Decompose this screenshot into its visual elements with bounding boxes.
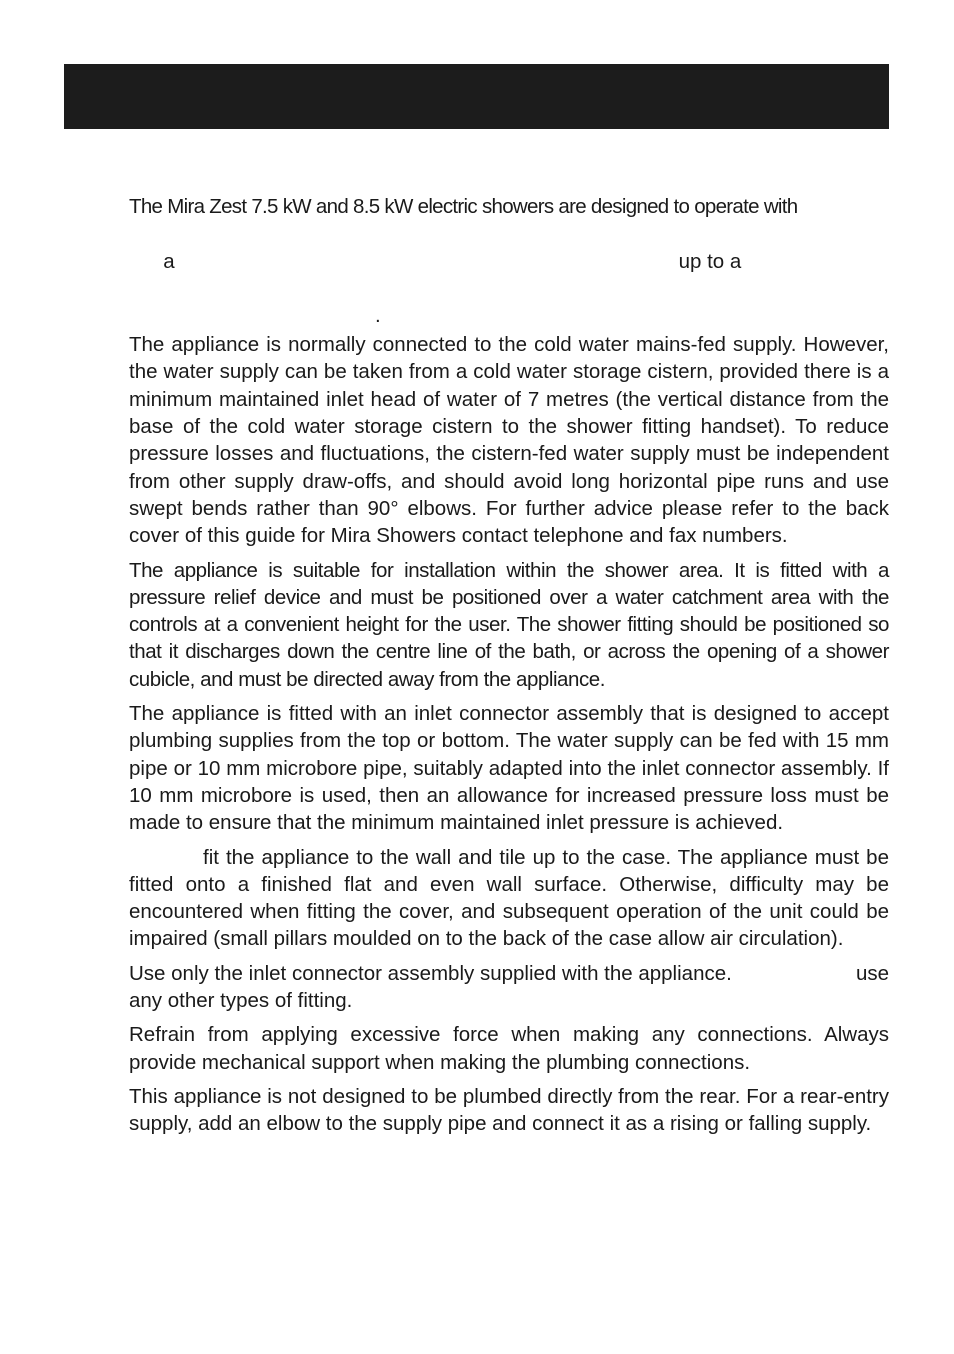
document-body <box>129 193 889 1145</box>
paragraph-inlet-only <box>129 960 889 1015</box>
paragraph-installation-area: The appliance is suitable for installation within the shower area. It is fitted with a pressure relief device and must be positioned over a water catchment area with the controls at a convenient height for the user. The shower fitting should be positioned so that it discharges down the centre line of the bath, or across the opening of a shower cubicle, and must be directed away from the appliance. <box>129 558 889 691</box>
wall-fitting-text: fit the appliance to the wall and tile up to the case. The appliance must be fitted onto a finished flat and even wall surface. Otherwise, difficulty may be encountered when fitting the cover, and subsequent operation of the unit could be impaired (small pillars moulded on to the back of the case allow air circulation). <box>129 845 889 951</box>
inlet-only-line-1-right: use <box>855 961 889 985</box>
paragraph-intro <box>129 193 889 329</box>
intro-line-2-right: up to a <box>678 249 742 273</box>
paragraph-rear-entry: This appliance is not designed to be plumbed directly from the rear. For a rear-entry supply, add an elbow to the supply pipe and connect it as a rising or falling supply. <box>129 1084 889 1136</box>
inlet-only-line-2: any other types of fitting. <box>129 989 353 1013</box>
section-header-bar <box>64 64 889 129</box>
paragraph-water-supply: The appliance is normally connected to the cold water mains-fed supply. However, the water supply can be taken from a cold water storage cistern, provided there is a minimum maintained inlet head of water of 7 metres (the vertical distance from the base of the cold water storage cistern to the shower fitting handset). To reduce pressure losses and fluctuations, the cistern-fed water supply must be independent from other supply draw-offs, and should avoid long horizontal pipe runs and use swept bends rather than 90° elbows. For further advice please refer to the back cover of this guide for Mira Showers contact telephone and fax numbers. <box>129 333 889 548</box>
paragraph-inlet-connector: The appliance is fitted with an inlet connector assembly that is designed to accept plumbing supplies from the top or bottom. The water supply can be fed with 15 mm pipe or 10 mm microbore pipe, suitably adapted into the inlet connector assembly. If 10 mm microbore is used, then an allowance for increased pressure loss must be made to ensure that the minimum maintained inlet pressure is achieved. <box>129 702 889 835</box>
paragraph-excessive-force: Refrain from applying excessive force when making any connections. Always provide mechanical support when making the plumbing connections. <box>129 1023 889 1074</box>
inlet-only-line-1 <box>129 960 889 987</box>
intro-line-2 <box>129 220 889 302</box>
intro-line-2-left: a <box>163 249 175 273</box>
intro-line-3: . <box>375 304 381 328</box>
intro-line-1: The Mira Zest 7.5 kW and 8.5 kW electric showers are designed to operate with <box>129 195 798 218</box>
paragraph-wall-fitting <box>129 844 889 953</box>
inlet-only-line-1-left: Use only the inlet connector assembly supplied with the appliance. <box>129 961 732 985</box>
